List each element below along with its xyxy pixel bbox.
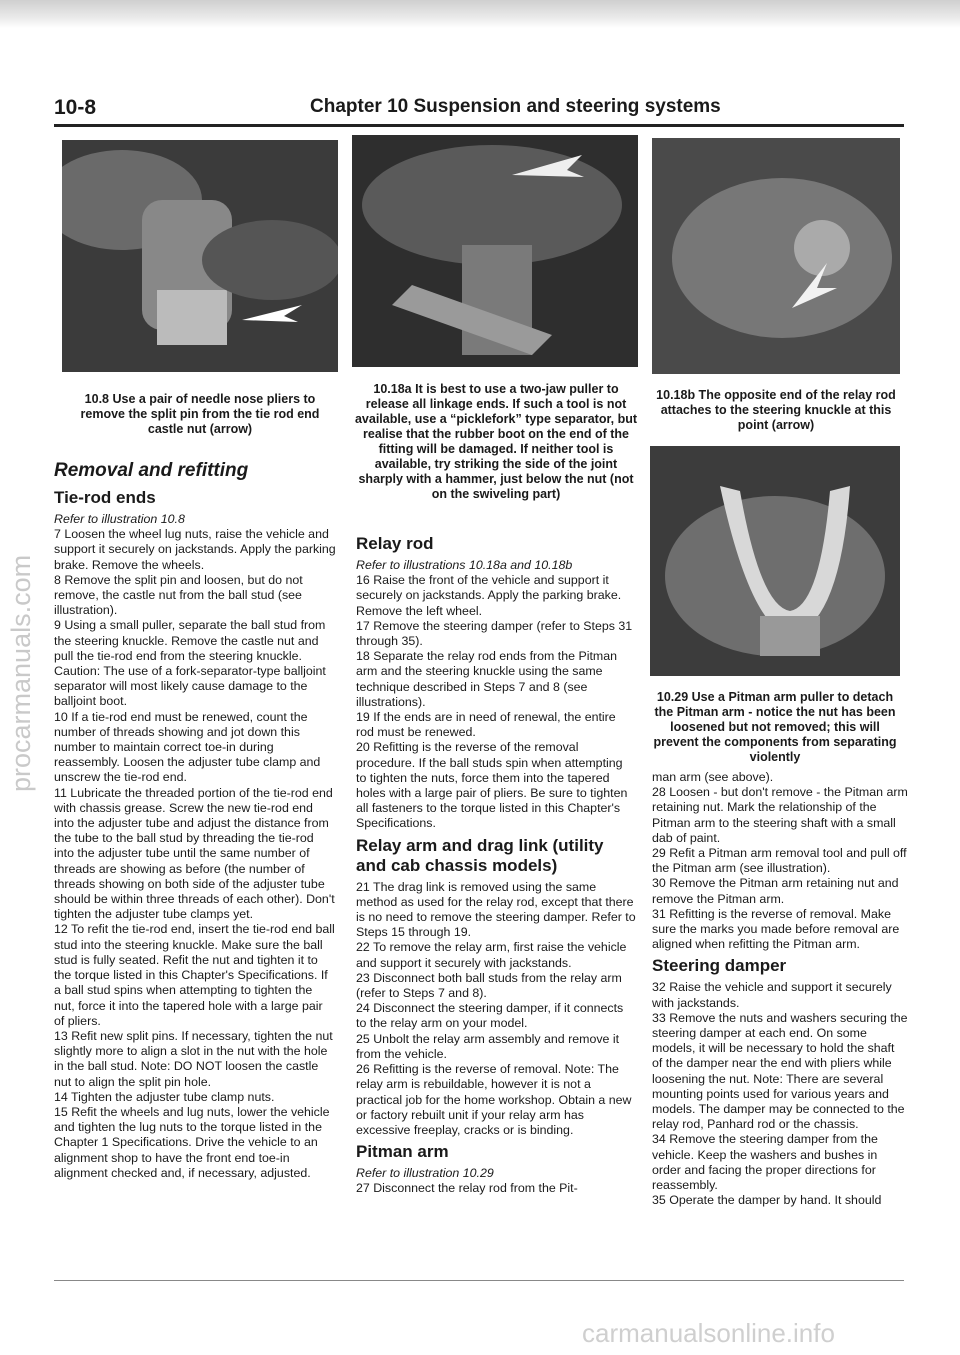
paragraph: 31 Refitting is the reverse of removal. Make sure the marks you made before removal are aligned when refitting the Pitman arm. (652, 906, 900, 952)
photo-10-18b (652, 138, 900, 374)
footer-watermark: carmanualsonline.info (582, 1318, 835, 1348)
photo-10-18a (352, 135, 638, 367)
side-watermark-text: procarmanuals.com (6, 554, 36, 792)
header-rule (54, 124, 904, 127)
column-1 (54, 446, 336, 1181)
subheading-tie-rod-ends: Tie-rod ends (54, 488, 156, 507)
paragraph: 10 If a tie-rod end must be renewed, count the number of threads showing and jot down this number to maintain correct toe-in during reassembly. Loosen the adjuster tube clamp and unscrew the tie-rod end. (54, 709, 321, 785)
paragraph: 19 If the ends are in need of renewal, the entire rod must be renewed. (356, 710, 616, 740)
heading-pitman-arm: Pitman arm (356, 1142, 449, 1162)
caption-10-18a: 10.18a It is best to use a two-jaw puller to release all linkage ends. If such a tool is not available, use a “picklefork” type separator, but realise that the rubber boot on the end of the fitting will be damaged. If neither tool is available, try striking the side of the joint sharply with a hammer, just below the nut (not on the swiveling part) (354, 382, 638, 501)
paragraph: 11 Lubricate the threaded portion of the tie-rod end with chassis grease. Screw the new tie-rod end into the adjuster tube and adjust the distance from the tube to the ball stud by threading the tie-rod into the adjuster tube until the same number of threads are showing as before (the number of threads showing on both side of the adjuster tube should be within three threads of each other). Don't tighten the adjuster tube clamps yet. (54, 785, 335, 922)
paragraph: 27 Disconnect the relay rod from the Pit- (356, 1181, 578, 1196)
photo-10-29 (650, 446, 900, 676)
paragraph: 22 To remove the relay arm, first raise the vehicle and support it securely with jackstands. (356, 940, 627, 970)
illustration-ref: Refer to illustrations 10.18a and 10.18b (356, 558, 573, 572)
caption-10-18b: 10.18b The opposite end of the relay rod attaches to the steering knuckle at this point (arrow) (656, 388, 896, 432)
paragraph: 20 Refitting is the reverse of the removal procedure. If the ball studs spin when attempting to tighten the nuts, force them into the tapered holes with a large pair of pliers. Be sure to tighten all fasteners to the torque listed in this Chapter's Specifications. (356, 740, 628, 831)
heading-relay-arm: Relay arm and drag link (utility and cab chassis models) (356, 835, 604, 875)
page-header (54, 96, 904, 122)
illustration-ref: Refer to illustration 10.8 (54, 512, 185, 526)
paragraph: 24 Disconnect the steering damper, if it connects to the relay arm on your model. (356, 1001, 624, 1031)
paragraph: 28 Loosen - but don't remove - the Pitman arm retaining nut. Mark the relationship of the Pitman arm to the steering shaft with a small dab of paint. (652, 785, 908, 845)
paragraph: 12 To refit the tie-rod end, insert the tie-rod end ball stud into the steering knuckle. Make sure the ball stud is fully seated. Refit the nut and tighten it to the torque listed in this Chapter's Specifications. If a ball stud spins when attempting to tighten the nut, force it into the tapered hole with a large pair of pliers. (54, 922, 335, 1028)
paragraph: 8 Remove the split pin and loosen, but do not remove, the castle nut from the ball stud (see illustration). (54, 572, 303, 618)
paragraph: 26 Refitting is the reverse of removal. Note: The relay arm is rebuildable, however it is not a practical job for the home workshop. Obtain a new or factory rebuilt unit if your relay arm has excessive freeplay, cracks or is binding. (356, 1062, 632, 1137)
paragraph: man arm (see above). (652, 770, 774, 784)
paragraph: 30 Remove the Pitman arm retaining nut and remove the Pitman arm. (652, 876, 899, 906)
caption-10-29: 10.29 Use a Pitman arm puller to detach the Pitman arm - notice the nut has been loosened but not removed; this will prevent the components from separating violently (653, 690, 897, 764)
paragraph: 21 The drag link is removed using the same method as used for the relay rod, except that there is no need to remove the steering damper. Refer to Steps 15 through 19. (356, 879, 636, 940)
paragraph: 17 Remove the steering damper (refer to Steps 31 through 35). (356, 618, 633, 649)
heading-relay-rod: Relay rod (356, 534, 434, 553)
caption-10-8: 10.8 Use a pair of needle nose pliers to remove the split pin from the tie rod end castle nut (arrow) (80, 392, 320, 436)
illustration-ref: Refer to illustration 10.29 (356, 1166, 494, 1181)
paragraph: 18 Separate the relay rod ends from the Pitman arm and the steering knuckle using the same technique described in Steps 7 and 8 (see illustrations). (356, 649, 618, 709)
photo-10-8 (62, 140, 338, 372)
column-3 (652, 770, 908, 1208)
paragraph: 35 Operate the damper by hand. It should (652, 1193, 882, 1208)
paragraph: 29 Refit a Pitman arm removal tool and pull off the Pitman arm (see illustration). (652, 846, 907, 876)
paragraph: 34 Remove the steering damper from the vehicle. Keep the washers and bushes in order and facing the proper directions for reassembly. (652, 1132, 878, 1193)
side-watermark (0, 554, 40, 792)
paragraph: 15 Refit the wheels and lug nuts, lower the vehicle and tighten the lug nuts to the torque listed in the Chapter 1 Specifications. Drive the vehicle to an alignment shop to have the front end toe-in alignment checked and, if necessary, adjusted. (54, 1104, 330, 1180)
heading-steering-damper: Steering damper (652, 956, 787, 976)
paragraph: 7 Loosen the wheel lug nuts, raise the vehicle and support it securely on jackstands. Apply the parking brake. Remove the wheels. (54, 527, 336, 572)
paragraph: 23 Disconnect both ball studs from the relay arm (refer to Steps 7 and 8). (356, 970, 622, 1001)
paragraph: 32 Raise the vehicle and support it securely with jackstands. (652, 980, 892, 1010)
paragraph: 9 Using a small puller, separate the ball stud from the steering knuckle. Remove the castle nut and pull the tie-rod end from the steering knuckle. Caution: The use of a fork-separator-type balljoint separator will most likely cause damage to the balljoint boot. (54, 618, 326, 709)
chapter-title: Chapter 10 Suspension and steering systems (310, 96, 721, 117)
page-number: 10-8 (54, 96, 97, 119)
column-2 (356, 530, 636, 1197)
scan-shading (0, 0, 960, 28)
paragraph: 16 Raise the front of the vehicle and support it securely on jackstands. Apply the parking brake. Remove the left wheel. (356, 573, 622, 618)
paragraph: 25 Unbolt the relay arm assembly and remove it from the vehicle. (356, 1031, 620, 1061)
paragraph: 13 Refit new split pins. If necessary, tighten the nut slightly more to align a slot in the nut with the hole in the ball stud. Note: DO NOT loosen the castle nut to align the split pin hole. (54, 1028, 333, 1089)
bottom-rule (54, 1280, 904, 1281)
section-heading-removal: Removal and refitting (54, 460, 249, 481)
paragraph: 33 Remove the nuts and washers securing the steering damper at each end. On some models, it will be necessary to hold the shaft of the damper near the end with pliers while loosening the nut. Note: There are several mounting points used for various years and models. The damper may be connected to the relay rod, Panhard rod or the chassis. (652, 1010, 908, 1132)
paragraph: 14 Tighten the adjuster tube clamp nuts. (54, 1089, 275, 1104)
